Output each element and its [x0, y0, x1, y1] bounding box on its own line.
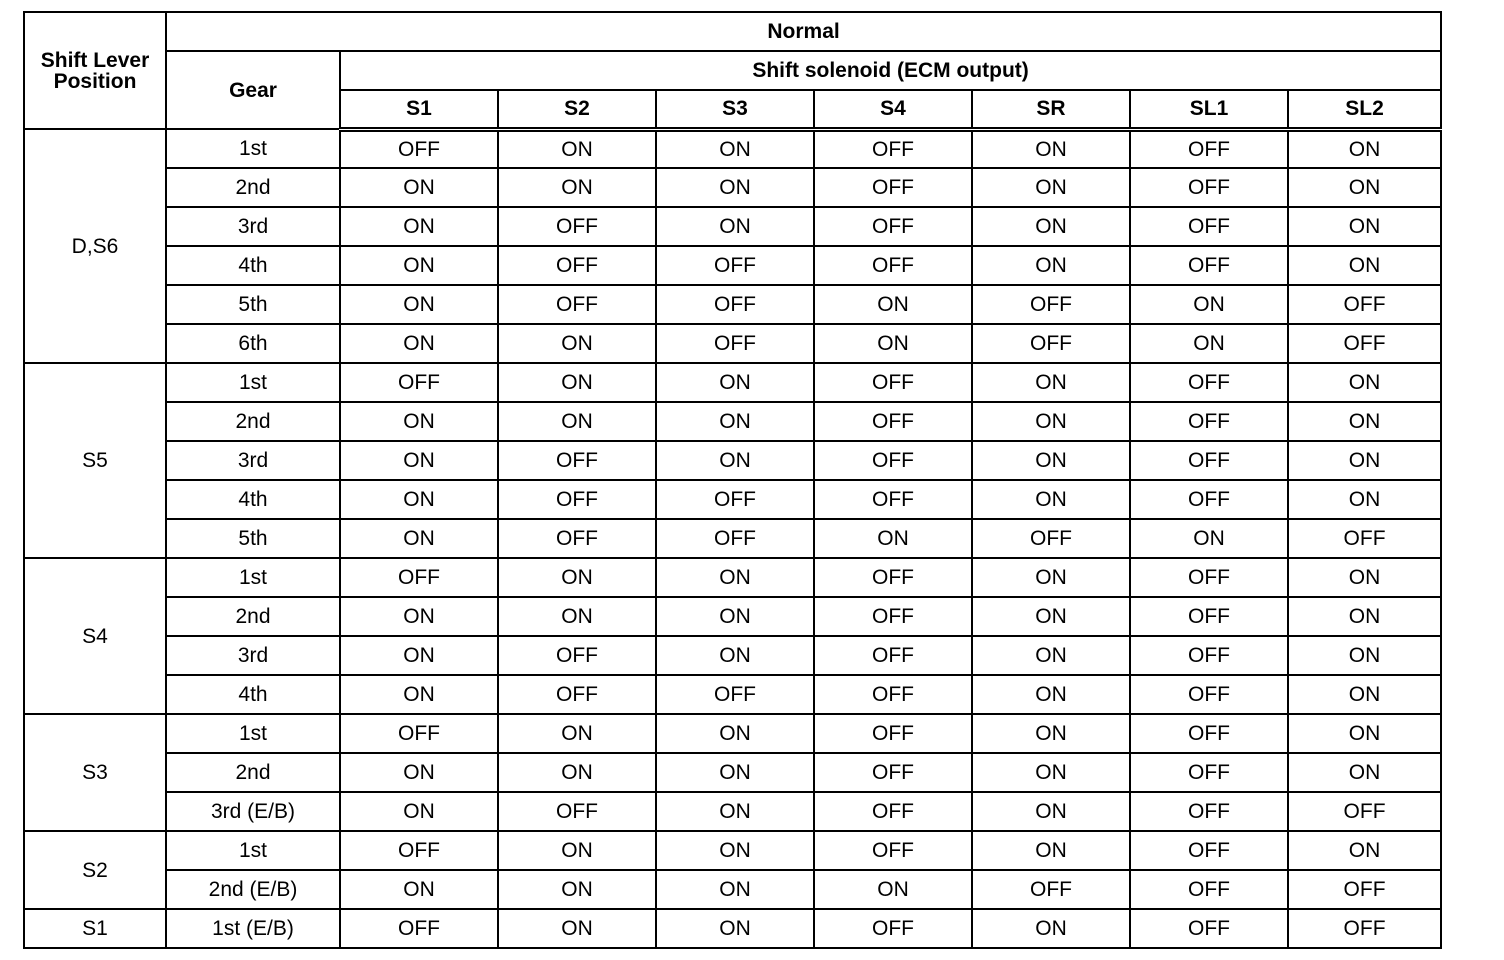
- solenoid-state-cell: OFF: [1130, 792, 1288, 831]
- solenoid-state-cell: ON: [972, 675, 1130, 714]
- solenoid-state-cell: OFF: [814, 792, 972, 831]
- gear-cell: 4th: [166, 246, 340, 285]
- solenoid-header-s1: S1: [340, 90, 498, 129]
- table-body: [24, 129, 1441, 948]
- solenoid-state-cell: OFF: [340, 909, 498, 948]
- gear-cell: 6th: [166, 324, 340, 363]
- solenoid-state-cell: OFF: [972, 519, 1130, 558]
- gear-cell: 5th: [166, 519, 340, 558]
- solenoid-state-cell: OFF: [656, 519, 814, 558]
- normal-header: Normal: [166, 12, 1441, 51]
- solenoid-state-cell: OFF: [498, 519, 656, 558]
- gear-cell: 2nd (E/B): [166, 870, 340, 909]
- solenoid-state-cell: ON: [498, 714, 656, 753]
- shift-lever-position-header: Shift Lever Position: [24, 12, 166, 129]
- solenoid-state-cell: ON: [972, 558, 1130, 597]
- solenoid-state-cell: OFF: [972, 870, 1130, 909]
- solenoid-state-cell: OFF: [498, 636, 656, 675]
- solenoid-state-cell: ON: [656, 558, 814, 597]
- solenoid-state-cell: OFF: [1130, 441, 1288, 480]
- solenoid-header-s3: S3: [656, 90, 814, 129]
- solenoid-state-cell: ON: [972, 363, 1130, 402]
- solenoid-header-s2: S2: [498, 90, 656, 129]
- solenoid-state-cell: ON: [656, 636, 814, 675]
- solenoid-state-cell: ON: [656, 792, 814, 831]
- solenoid-state-cell: OFF: [498, 246, 656, 285]
- solenoid-state-cell: OFF: [1130, 246, 1288, 285]
- solenoid-state-cell: ON: [972, 909, 1130, 948]
- solenoid-state-cell: OFF: [1130, 597, 1288, 636]
- solenoid-state-cell: OFF: [814, 441, 972, 480]
- gear-cell: 3rd: [166, 636, 340, 675]
- solenoid-state-cell: ON: [1288, 480, 1441, 519]
- table-row: [24, 480, 1441, 519]
- solenoid-state-cell: ON: [972, 597, 1130, 636]
- solenoid-state-cell: OFF: [814, 675, 972, 714]
- solenoid-state-cell: ON: [340, 636, 498, 675]
- gear-cell: 3rd (E/B): [166, 792, 340, 831]
- gear-cell: 1st: [166, 831, 340, 870]
- solenoid-state-cell: ON: [656, 207, 814, 246]
- solenoid-state-cell: ON: [656, 714, 814, 753]
- solenoid-state-cell: OFF: [1130, 909, 1288, 948]
- solenoid-state-cell: OFF: [1130, 675, 1288, 714]
- solenoid-state-cell: OFF: [814, 129, 972, 168]
- solenoid-state-cell: OFF: [1288, 519, 1441, 558]
- solenoid-state-cell: ON: [340, 597, 498, 636]
- solenoid-state-cell: OFF: [340, 831, 498, 870]
- solenoid-state-cell: OFF: [814, 636, 972, 675]
- table-row: [24, 441, 1441, 480]
- solenoid-state-cell: OFF: [656, 324, 814, 363]
- gear-cell: 1st (E/B): [166, 909, 340, 948]
- shift-lever-position-cell: S5: [24, 363, 166, 558]
- solenoid-state-cell: OFF: [1130, 714, 1288, 753]
- solenoid-state-cell: ON: [1288, 753, 1441, 792]
- solenoid-state-cell: ON: [656, 363, 814, 402]
- solenoid-state-cell: ON: [656, 168, 814, 207]
- solenoid-state-cell: OFF: [498, 285, 656, 324]
- solenoid-state-cell: ON: [340, 870, 498, 909]
- gear-header: Gear: [166, 51, 340, 129]
- table-row: [24, 831, 1441, 870]
- solenoid-state-cell: ON: [972, 831, 1130, 870]
- solenoid-state-cell: ON: [656, 753, 814, 792]
- solenoid-state-cell: ON: [1288, 597, 1441, 636]
- solenoid-state-cell: ON: [972, 207, 1130, 246]
- table-row: [24, 636, 1441, 675]
- shift-lever-position-cell: S2: [24, 831, 166, 909]
- shift-lever-position-cell: S4: [24, 558, 166, 714]
- solenoid-state-cell: ON: [814, 519, 972, 558]
- solenoid-state-cell: OFF: [1130, 558, 1288, 597]
- solenoid-state-cell: ON: [340, 285, 498, 324]
- solenoid-state-cell: OFF: [498, 792, 656, 831]
- solenoid-state-cell: ON: [656, 129, 814, 168]
- solenoid-state-cell: ON: [1288, 168, 1441, 207]
- solenoid-state-cell: OFF: [498, 441, 656, 480]
- solenoid-state-cell: ON: [1288, 675, 1441, 714]
- solenoid-state-cell: OFF: [814, 207, 972, 246]
- solenoid-state-cell: ON: [340, 207, 498, 246]
- solenoid-state-cell: ON: [340, 402, 498, 441]
- solenoid-state-cell: ON: [1288, 246, 1441, 285]
- table-header: [24, 12, 1441, 129]
- solenoid-state-cell: OFF: [814, 402, 972, 441]
- solenoid-state-cell: OFF: [656, 246, 814, 285]
- solenoid-state-cell: ON: [340, 519, 498, 558]
- solenoid-state-cell: ON: [1288, 207, 1441, 246]
- solenoid-state-cell: OFF: [972, 285, 1130, 324]
- solenoid-state-cell: OFF: [814, 246, 972, 285]
- solenoid-state-cell: ON: [972, 441, 1130, 480]
- solenoid-state-cell: OFF: [814, 909, 972, 948]
- table-row: [24, 207, 1441, 246]
- solenoid-header-sl1: SL1: [1130, 90, 1288, 129]
- shift-lever-position-cell: D,S6: [24, 129, 166, 363]
- solenoid-state-cell: OFF: [1288, 324, 1441, 363]
- solenoid-state-cell: ON: [1288, 129, 1441, 168]
- solenoid-state-cell: ON: [498, 870, 656, 909]
- solenoid-state-cell: ON: [1130, 519, 1288, 558]
- solenoid-state-cell: OFF: [814, 168, 972, 207]
- solenoid-state-cell: ON: [656, 597, 814, 636]
- solenoid-state-cell: OFF: [814, 831, 972, 870]
- solenoid-state-cell: OFF: [972, 324, 1130, 363]
- solenoid-state-cell: OFF: [814, 714, 972, 753]
- shift-lever-position-cell: S1: [24, 909, 166, 948]
- solenoid-state-cell: OFF: [1130, 480, 1288, 519]
- solenoid-state-cell: OFF: [656, 285, 814, 324]
- shift-lever-position-cell: S3: [24, 714, 166, 831]
- solenoid-state-cell: OFF: [1130, 870, 1288, 909]
- table-row: [24, 246, 1441, 285]
- shift-solenoid-header: Shift solenoid (ECM output): [340, 51, 1441, 90]
- solenoid-state-cell: OFF: [1288, 285, 1441, 324]
- table-row: [24, 129, 1441, 168]
- table-row: [24, 324, 1441, 363]
- solenoid-state-cell: OFF: [498, 207, 656, 246]
- solenoid-state-cell: ON: [1288, 636, 1441, 675]
- solenoid-state-cell: OFF: [498, 675, 656, 714]
- solenoid-state-cell: OFF: [656, 480, 814, 519]
- solenoid-state-cell: OFF: [1130, 129, 1288, 168]
- gear-cell: 1st: [166, 714, 340, 753]
- table-row: [24, 792, 1441, 831]
- solenoid-state-cell: ON: [340, 792, 498, 831]
- gear-cell: 2nd: [166, 168, 340, 207]
- solenoid-state-cell: OFF: [814, 558, 972, 597]
- solenoid-state-cell: OFF: [340, 129, 498, 168]
- solenoid-state-cell: ON: [656, 870, 814, 909]
- solenoid-state-cell: ON: [1288, 441, 1441, 480]
- solenoid-state-cell: ON: [972, 636, 1130, 675]
- solenoid-state-cell: ON: [1288, 363, 1441, 402]
- table-row: [24, 909, 1441, 948]
- table-row: [24, 285, 1441, 324]
- gear-cell: 3rd: [166, 441, 340, 480]
- solenoid-state-cell: ON: [340, 480, 498, 519]
- solenoid-state-cell: ON: [972, 168, 1130, 207]
- table-row: [24, 519, 1441, 558]
- solenoid-state-cell: ON: [656, 909, 814, 948]
- solenoid-state-cell: ON: [498, 753, 656, 792]
- solenoid-header-sr: SR: [972, 90, 1130, 129]
- solenoid-state-cell: ON: [814, 324, 972, 363]
- solenoid-state-cell: ON: [1288, 402, 1441, 441]
- solenoid-state-cell: ON: [972, 246, 1130, 285]
- solenoid-state-cell: OFF: [1130, 753, 1288, 792]
- solenoid-state-cell: ON: [340, 246, 498, 285]
- gear-cell: 3rd: [166, 207, 340, 246]
- solenoid-state-cell: ON: [340, 168, 498, 207]
- gear-cell: 4th: [166, 480, 340, 519]
- solenoid-state-cell: ON: [814, 285, 972, 324]
- solenoid-state-cell: OFF: [814, 363, 972, 402]
- gear-cell: 4th: [166, 675, 340, 714]
- solenoid-state-cell: ON: [972, 753, 1130, 792]
- solenoid-state-cell: ON: [340, 753, 498, 792]
- solenoid-state-cell: OFF: [340, 714, 498, 753]
- solenoid-state-cell: ON: [656, 441, 814, 480]
- solenoid-state-cell: ON: [1130, 324, 1288, 363]
- solenoid-state-cell: ON: [498, 402, 656, 441]
- solenoid-header-sl2: SL2: [1288, 90, 1441, 129]
- solenoid-state-cell: OFF: [814, 597, 972, 636]
- solenoid-state-cell: OFF: [1130, 402, 1288, 441]
- solenoid-state-cell: OFF: [1288, 792, 1441, 831]
- solenoid-state-cell: ON: [1288, 558, 1441, 597]
- table-row: [24, 597, 1441, 636]
- solenoid-table: [23, 11, 1442, 949]
- solenoid-state-cell: ON: [340, 441, 498, 480]
- solenoid-state-cell: OFF: [340, 558, 498, 597]
- solenoid-state-cell: ON: [498, 324, 656, 363]
- table-row: [24, 675, 1441, 714]
- solenoid-header-s4: S4: [814, 90, 972, 129]
- gear-cell: 2nd: [166, 402, 340, 441]
- solenoid-state-cell: ON: [972, 129, 1130, 168]
- solenoid-state-cell: ON: [656, 831, 814, 870]
- solenoid-state-cell: OFF: [1130, 636, 1288, 675]
- solenoid-state-cell: OFF: [1130, 831, 1288, 870]
- solenoid-state-cell: ON: [498, 558, 656, 597]
- solenoid-state-cell: OFF: [1130, 168, 1288, 207]
- solenoid-state-cell: ON: [972, 480, 1130, 519]
- table-row: [24, 558, 1441, 597]
- solenoid-state-cell: OFF: [1288, 909, 1441, 948]
- table-row: [24, 363, 1441, 402]
- solenoid-state-cell: ON: [1130, 285, 1288, 324]
- solenoid-state-cell: ON: [498, 363, 656, 402]
- solenoid-state-cell: ON: [814, 870, 972, 909]
- solenoid-state-cell: ON: [340, 324, 498, 363]
- solenoid-state-cell: ON: [498, 909, 656, 948]
- solenoid-state-cell: OFF: [1288, 870, 1441, 909]
- solenoid-state-cell: ON: [498, 168, 656, 207]
- gear-cell: 2nd: [166, 597, 340, 636]
- table-row: [24, 870, 1441, 909]
- gear-cell: 1st: [166, 129, 340, 168]
- table-row: [24, 714, 1441, 753]
- solenoid-state-cell: ON: [656, 402, 814, 441]
- solenoid-state-cell: OFF: [814, 753, 972, 792]
- solenoid-state-cell: ON: [1288, 831, 1441, 870]
- solenoid-state-cell: ON: [972, 402, 1130, 441]
- solenoid-state-cell: OFF: [814, 480, 972, 519]
- solenoid-state-cell: OFF: [1130, 207, 1288, 246]
- solenoid-state-cell: ON: [1288, 714, 1441, 753]
- solenoid-state-cell: OFF: [1130, 363, 1288, 402]
- gear-cell: 5th: [166, 285, 340, 324]
- solenoid-state-cell: ON: [498, 129, 656, 168]
- gear-cell: 1st: [166, 558, 340, 597]
- gear-cell: 2nd: [166, 753, 340, 792]
- solenoid-state-cell: ON: [498, 831, 656, 870]
- table-row: [24, 753, 1441, 792]
- solenoid-state-cell: OFF: [656, 675, 814, 714]
- solenoid-state-cell: ON: [972, 714, 1130, 753]
- table-row: [24, 168, 1441, 207]
- solenoid-state-cell: OFF: [498, 480, 656, 519]
- table-row: [24, 402, 1441, 441]
- solenoid-state-cell: ON: [972, 792, 1130, 831]
- gear-cell: 1st: [166, 363, 340, 402]
- solenoid-state-cell: OFF: [340, 363, 498, 402]
- solenoid-state-cell: ON: [498, 597, 656, 636]
- solenoid-state-cell: ON: [340, 675, 498, 714]
